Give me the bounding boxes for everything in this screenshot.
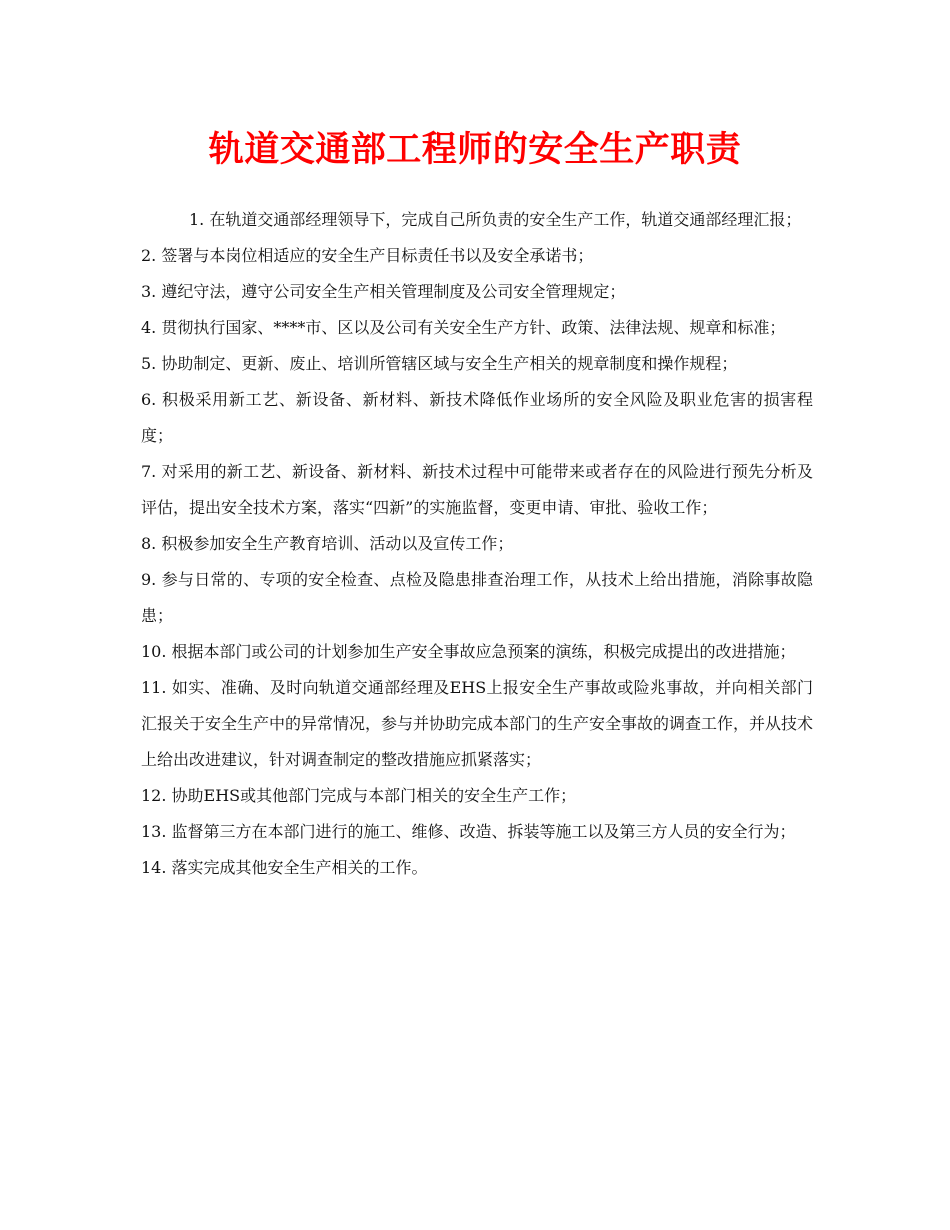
list-item: 10. 根据本部门或公司的计划参加生产安全事故应急预案的演练，积极完成提出的改进措施； [141, 642, 796, 661]
list-item: 2. 签署与本岗位相适应的安全生产目标责任书以及安全承诺书； [141, 246, 594, 265]
list-item: 5. 协助制定、更新、废止、培训所管辖区域与安全生产相关的规章制度和操作规程； [141, 354, 738, 373]
list-item: 6. 积极采用新工艺、新设备、新材料、新技术降低作业场所的安全风险及职业危害的损害程度； [141, 390, 813, 445]
list-item: 12. 协助EHS或其他部门完成与本部门相关的安全生产工作； [141, 786, 577, 805]
list-item: 13. 监督第三方在本部门进行的施工、维修、改造、拆装等施工以及第三方人员的安全行为； [141, 822, 796, 841]
list-item: 11. 如实、准确、及时向轨道交通部经理及EHS上报安全生产事故或险兆事故，并向相关部门汇报关于安全生产中的异常情况，参与并协助完成本部门的生产安全事故的调查工作，并从技术上给出改进建议，针对调查制定的整改措施应抓紧落实； [141, 678, 814, 769]
list-item: 8. 积极参加安全生产教育培训、活动以及宣传工作； [141, 534, 514, 553]
document-body [141, 202, 813, 886]
list-item: 3. 遵纪守法，遵守公司安全生产相关管理制度及公司安全管理规定； [141, 282, 626, 301]
list-item: 9. 参与日常的、专项的安全检查、点检及隐患排查治理工作，从技术上给出措施，消除事故隐患； [141, 570, 813, 625]
list-item: 1. 在轨道交通部经理领导下，完成自己所负责的安全生产工作，轨道交通部经理汇报； [189, 210, 802, 229]
document-title: 轨道交通部工程师的安全生产职责 [208, 129, 742, 170]
list-item: 7. 对采用的新工艺、新设备、新材料、新技术过程中可能带来或者存在的风险进行预先分析及评估，提出安全技术方案，落实“四新”的实施监督，变更申请、审批、验收工作； [141, 462, 813, 517]
list-item: 4. 贯彻执行国家、****市、区以及公司有关安全生产方针、政策、法律法规、规章和标准； [141, 318, 786, 337]
list-item: 14. 落实完成其他安全生产相关的工作。 [141, 858, 428, 877]
